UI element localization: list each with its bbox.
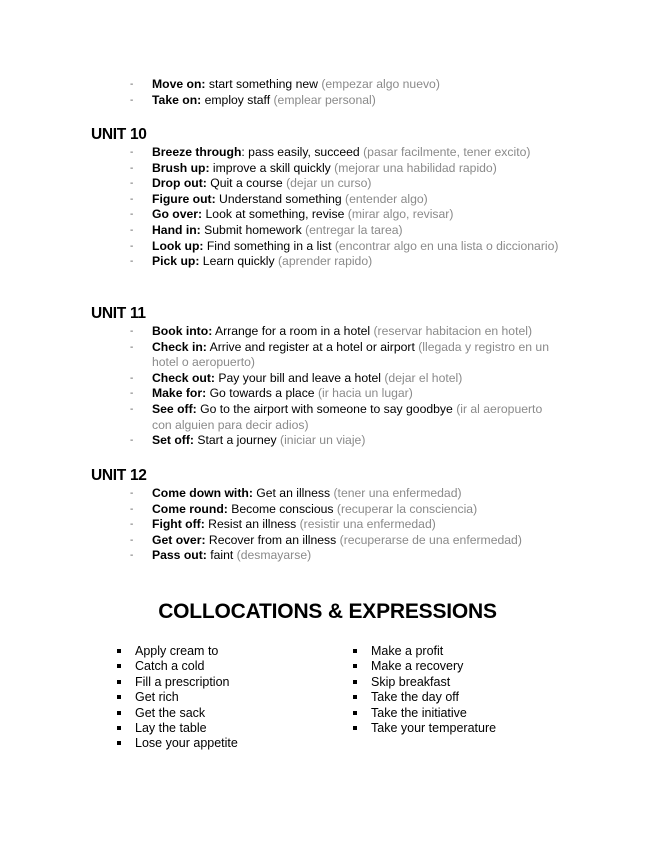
term: Brush up:	[152, 160, 210, 175]
collocation-item: Apply cream to	[117, 644, 238, 659]
list-item	[0, 486, 655, 502]
list-item	[0, 371, 655, 387]
term: Go over:	[152, 207, 203, 222]
collocation-item: Lay the table	[117, 721, 238, 736]
list-item	[0, 176, 655, 192]
translation: (entender algo)	[345, 191, 428, 206]
definition: Submit homework	[200, 222, 306, 237]
translation: (pasar facilmente, tener excito)	[363, 145, 531, 159]
list-item	[0, 207, 655, 223]
term: Breeze through	[152, 145, 242, 159]
collocation-item: Take your temperature	[353, 721, 496, 736]
translation: (tener una enfermedad)	[333, 486, 462, 500]
unit-11-heading: UNIT 11	[91, 305, 146, 322]
unit-12-list	[0, 486, 655, 564]
collocation-item: Get the sack	[117, 706, 238, 721]
term: Get over:	[152, 532, 206, 547]
definition: employ staff	[201, 92, 274, 107]
definition: Become conscious	[227, 501, 337, 516]
list-item	[0, 77, 655, 93]
term: Fight off:	[152, 517, 205, 532]
list-item	[0, 254, 655, 270]
list-item	[0, 548, 655, 564]
term: Check in:	[152, 339, 207, 354]
list-item	[0, 402, 655, 433]
term: Look up:	[152, 238, 204, 253]
definition: faint	[206, 548, 237, 563]
collocation-item: Make a profit	[353, 644, 496, 659]
term: See off:	[152, 401, 197, 416]
list-item	[0, 517, 655, 533]
definition: Pay your bill and leave a hotel	[214, 370, 385, 385]
definition: Quit a course	[206, 176, 287, 191]
list-item	[0, 161, 655, 177]
definition: start something new	[205, 77, 322, 91]
term: Figure out:	[152, 191, 216, 206]
translation: (emplear personal)	[273, 92, 376, 107]
definition: Learn quickly	[199, 254, 278, 269]
collocation-item: Catch a cold	[117, 659, 238, 674]
collocation-item: Lose your appetite	[117, 736, 238, 751]
definition: Recover from an illness	[205, 532, 340, 547]
term: Set off:	[152, 433, 194, 448]
list-item	[0, 223, 655, 239]
unit-10-heading: UNIT 10	[91, 126, 147, 143]
collocation-item: Skip breakfast	[353, 675, 496, 690]
list-item	[0, 239, 655, 255]
definition: : pass easily, succeed	[241, 145, 364, 159]
term: Pass out:	[152, 548, 207, 563]
definition: Look at something, revise	[202, 207, 348, 222]
definition: Understand something	[215, 191, 346, 206]
unit-12-heading: UNIT 12	[91, 467, 147, 484]
list-item	[0, 145, 655, 161]
definition: Go to the airport with someone to say goodbye	[196, 401, 457, 416]
term: Pick up:	[152, 254, 200, 269]
list-item	[0, 192, 655, 208]
definition: Go towards a place	[206, 386, 318, 401]
collocation-item: Make a recovery	[353, 659, 496, 674]
translation: (dejar el hotel)	[384, 370, 463, 385]
translation: (recuperarse de una enfermedad)	[339, 532, 522, 547]
list-item	[0, 533, 655, 549]
term: Check out:	[152, 370, 215, 385]
intro-phrasal-verb-list	[0, 77, 655, 108]
list-item	[0, 93, 655, 109]
collocations-right-list	[353, 644, 496, 736]
definition: Arrive and register at a hotel or airport	[206, 339, 419, 354]
term: Book into:	[152, 324, 213, 338]
translation: (reservar habitacion en hotel)	[373, 324, 533, 338]
translation: (ir al aeropuerto con alguien para decir adios)	[152, 401, 543, 432]
unit-10-list	[0, 145, 655, 270]
translation: (empezar algo nuevo)	[321, 77, 440, 91]
translation: (resistir una enfermedad)	[299, 517, 436, 532]
collocation-item: Take the initiative	[353, 706, 496, 721]
collocations-title: COLLOCATIONS & EXPRESSIONS	[158, 600, 497, 623]
translation: (aprender rapido)	[278, 254, 373, 269]
term: Come round:	[152, 501, 228, 516]
term: Drop out:	[152, 176, 207, 191]
translation: (desmayarse)	[236, 548, 312, 563]
list-item	[0, 433, 655, 449]
translation: (ir hacia un lugar)	[317, 386, 413, 401]
translation: (entregar la tarea)	[305, 222, 403, 237]
translation: (dejar un curso)	[286, 176, 372, 191]
collocation-item: Get rich	[117, 690, 238, 705]
unit-11-list	[0, 324, 655, 449]
list-item	[0, 324, 655, 340]
definition: Find something in a list	[203, 238, 335, 253]
collocation-item: Fill a prescription	[117, 675, 238, 690]
list-item	[0, 502, 655, 518]
translation: (encontrar algo en una lista o diccionario)	[334, 238, 559, 253]
list-item	[0, 386, 655, 402]
collocations-left-list	[117, 644, 238, 752]
term: Hand in:	[152, 222, 201, 237]
translation: (llegada y registro en un hotel o aeropuerto)	[152, 339, 549, 370]
translation: (mejorar una habilidad rapido)	[334, 160, 497, 175]
definition: improve a skill quickly	[209, 160, 335, 175]
definition: Start a journey	[193, 433, 281, 448]
collocation-item: Take the day off	[353, 690, 496, 705]
translation: (iniciar un viaje)	[280, 433, 366, 448]
term: Move on:	[152, 77, 206, 91]
list-item	[0, 340, 655, 371]
term: Take on:	[152, 92, 202, 107]
definition: Resist an illness	[204, 517, 300, 532]
term: Make for:	[152, 386, 207, 401]
translation: (recuperar la consciencia)	[336, 501, 478, 516]
translation: (mirar algo, revisar)	[347, 207, 454, 222]
definition: Get an illness	[252, 486, 334, 500]
definition: Arrange for a room in a hotel	[212, 324, 374, 338]
term: Come down with:	[152, 486, 253, 500]
